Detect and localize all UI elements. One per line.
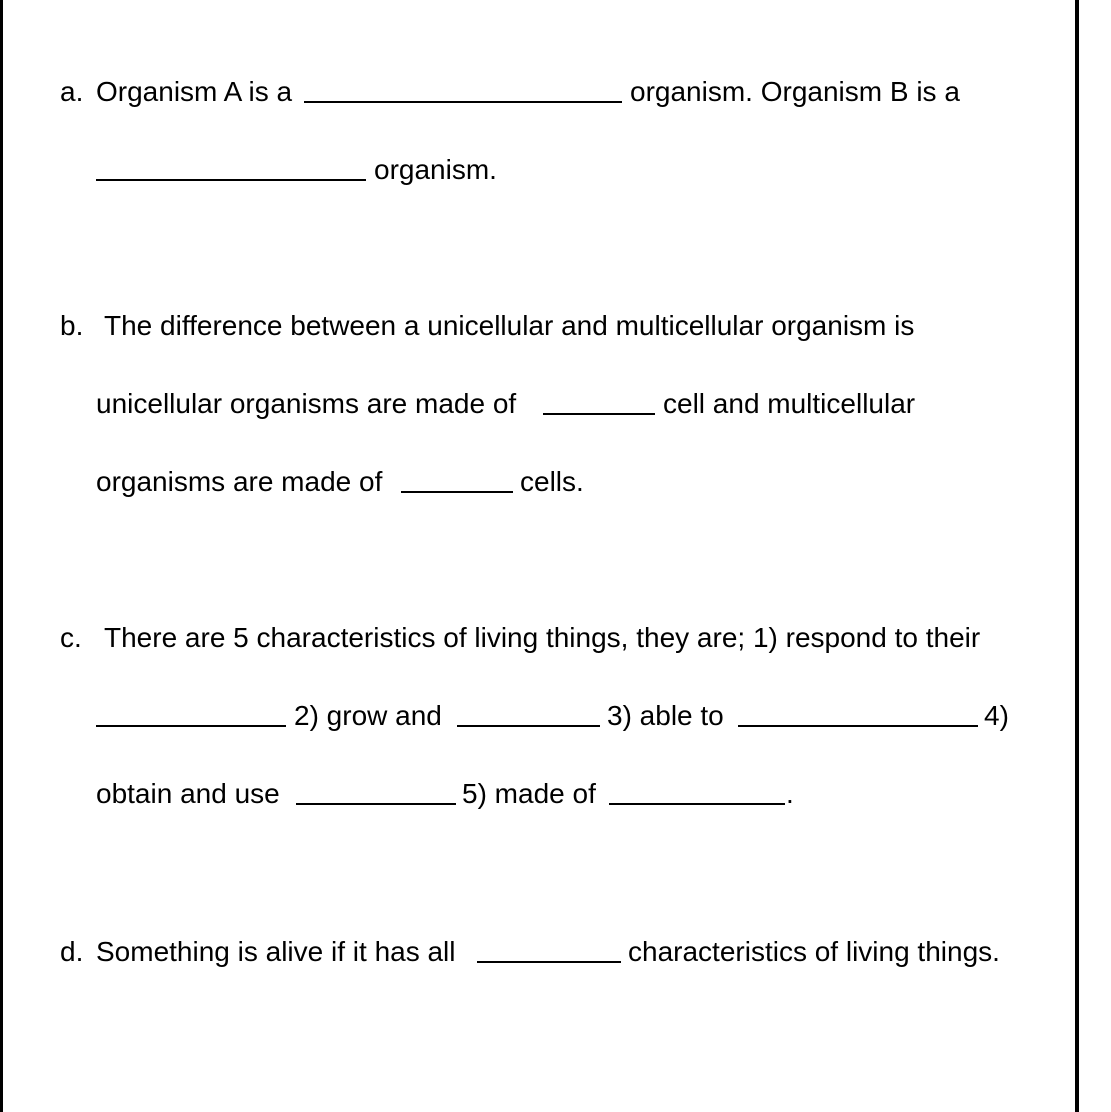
question-d-marker: d.	[60, 936, 84, 967]
question-a-text-3: organism.	[374, 154, 497, 185]
question-b-text-3: cell and multicellular	[663, 388, 916, 419]
page-border-right	[1075, 0, 1079, 1112]
question-c-blank-1[interactable]	[96, 725, 286, 727]
question-b-text-1: The difference between a unicellular and multicellular organism is	[104, 310, 915, 341]
question-c-text-6: 5) made of	[462, 778, 596, 809]
question-c-text-3: 3) able to	[607, 700, 724, 731]
question-b-blank-2[interactable]	[401, 491, 513, 493]
question-a-text-1: Organism A is a	[96, 76, 293, 107]
question-c-blank-2[interactable]	[457, 725, 600, 727]
question-c-blank-3[interactable]	[738, 725, 978, 727]
question-b-blank-1[interactable]	[543, 413, 655, 415]
question-c-marker: c.	[60, 622, 82, 653]
question-b-text-4: organisms are made of	[96, 466, 383, 497]
question-c-blank-4[interactable]	[296, 803, 456, 805]
question-b-text-2: unicellular organisms are made of	[96, 388, 517, 419]
question-c-text-1: There are 5 characteristics of living things, they are; 1) respond to their	[104, 622, 981, 653]
question-d-text-2: characteristics of living things.	[628, 936, 1000, 967]
question-c-blank-5[interactable]	[609, 803, 785, 805]
question-a-marker: a.	[60, 76, 84, 107]
question-d-blank-1[interactable]	[477, 961, 621, 963]
question-c-text-4: 4)	[984, 700, 1009, 731]
question-a-blank-1[interactable]	[304, 101, 622, 103]
question-a-blank-2[interactable]	[96, 179, 366, 181]
page-border-left	[0, 0, 3, 1112]
question-b-text-5: cells.	[520, 466, 584, 497]
question-c-text-2: 2) grow and	[294, 700, 442, 731]
question-b-marker: b.	[60, 310, 84, 341]
question-a-text-2: organism. Organism B is a	[630, 76, 960, 107]
question-c-text-5: obtain and use	[96, 778, 280, 809]
question-c-text-7: .	[786, 778, 794, 809]
question-d-text-1: Something is alive if it has all	[96, 936, 456, 967]
